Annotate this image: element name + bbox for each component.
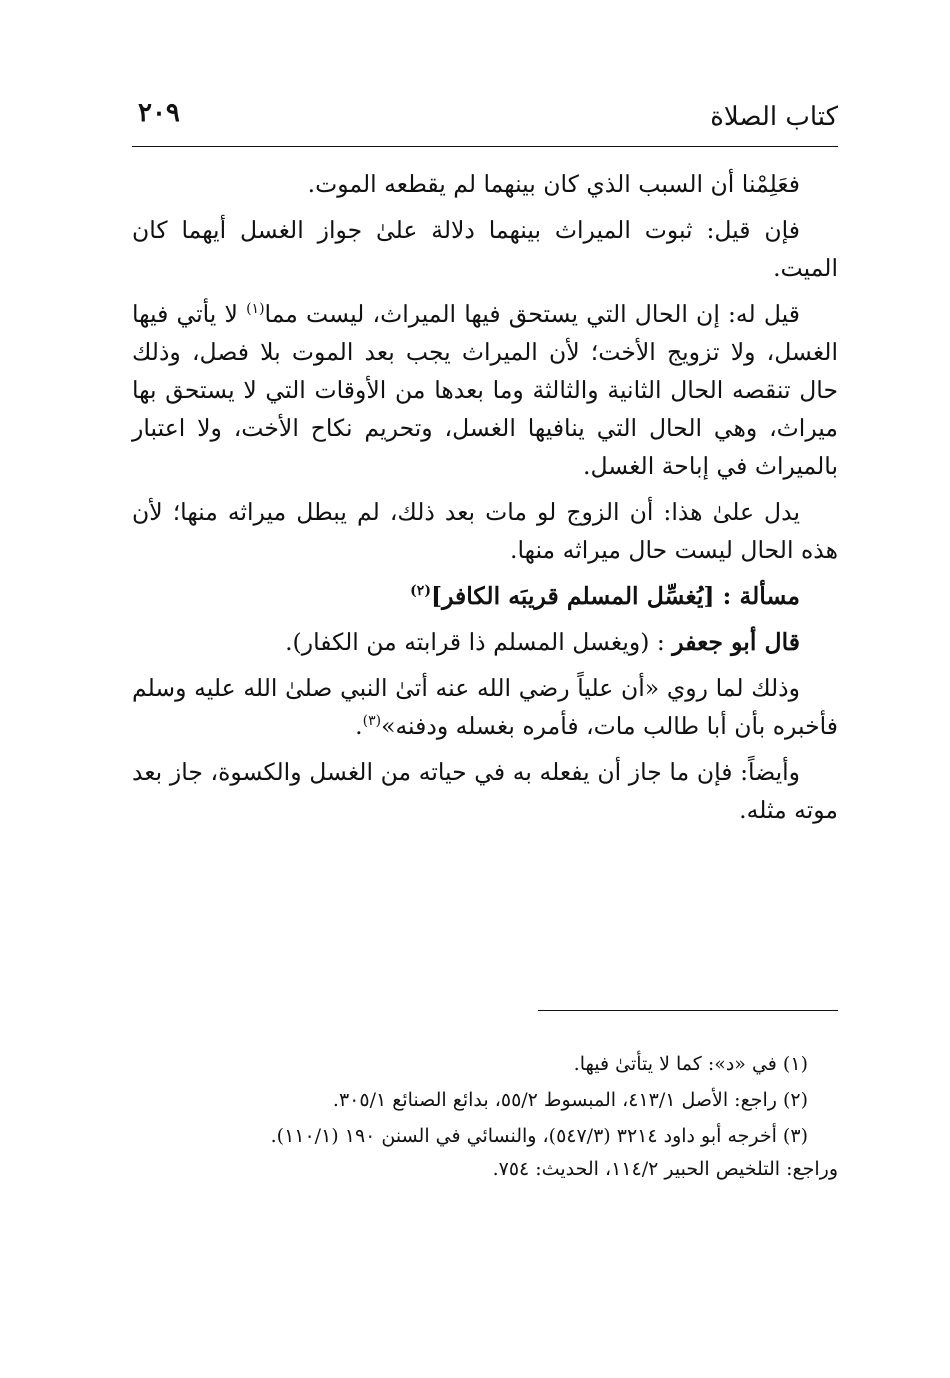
running-header: [132, 96, 838, 147]
footnote-1: (١) في «د»: كما لا يتأتىٰ فيها.: [573, 1053, 808, 1075]
paragraph-5-text: وذلك لما روي «أن علياً رضي الله عنه أتىٰ النبي صلىٰ الله عليه وسلم فأخبره بأن أبا طالب مات، فأمره بغسله ودفنه»: [132, 674, 838, 740]
qala-lead: قال أبو جعفر: [672, 628, 800, 656]
book-page: [132, 0, 838, 1378]
footnote-2: (٢) راجع: الأصل ٤١٣/١، المبسوط ٥٥/٢، بدائع الصنائع ٣٠٥/١.: [332, 1089, 808, 1111]
mas-ala-heading: [132, 577, 838, 615]
qala-text: : (ويغسل المسلم ذا قرابته من الكفار).: [285, 628, 673, 656]
running-title: كتاب الصلاة: [710, 102, 838, 132]
footnote-divider: [538, 1010, 838, 1011]
main-text: [132, 165, 838, 837]
qala-abu-jafar: [132, 623, 838, 661]
paragraph-2: فإن قيل: ثبوت الميراث بينهما دلالة علىٰ جواز الغسل أيهما كان الميت.: [132, 216, 838, 282]
footnote-ref-3: (٣): [362, 713, 382, 730]
paragraph-5: [132, 669, 838, 745]
footnote-ref-2: (٢): [410, 583, 431, 600]
page-number: ٢٠٩: [138, 98, 180, 128]
footnote-3: (٣) أخرجه أبو داود ٣٢١٤ (٥٤٧/٣)، والنسائي في السنن ١٩٠ (١١٠/١).: [270, 1125, 808, 1147]
paragraph-3: [132, 295, 838, 485]
paragraph-3-text-cont: لا يأتي فيها الغسل، ولا تزويج الأخت؛ لأن الميراث يجب بعد الموت بلا فصل، وذلك حال تنقصه الحال الثانية والثالثة وما بعدها من الأوقات التي لا يستحق بها ميراث، وهي الحال التي ينافيها الغسل، وتحريم نكاح الأخت، ولا اعتبار بالميراث في إباحة الغسل.: [132, 300, 838, 480]
mas-ala-title: مسألة : [يُغسِّل المسلم قريبَه الكافر]: [430, 582, 800, 610]
paragraph-6: وأيضاً: فإن ما جاز أن يفعله به في حياته من الغسل والكسوة، جاز بعد موته مثله.: [132, 758, 838, 824]
footnote-ref-1: (١): [246, 301, 265, 318]
paragraph-3-text: قيل له: إن الحال التي يستحق فيها الميراث، ليست مما: [264, 300, 800, 328]
footnotes: [132, 1052, 838, 1193]
paragraph-1: فعَلِمْنا أن السبب الذي كان بينهما لم يقطعه الموت.: [307, 170, 800, 198]
footnote-3-continuation: وراجع: التلخيص الحبير ١١٤/٢، الحديث: ٧٥٤.: [492, 1158, 838, 1180]
paragraph-4: يدل علىٰ هذا: أن الزوج لو مات بعد ذلك، لم يبطل ميراثه منها؛ لأن هذه الحال ليست حال ميراثه منها.: [132, 498, 838, 564]
paragraph-5-end: .: [355, 712, 363, 740]
